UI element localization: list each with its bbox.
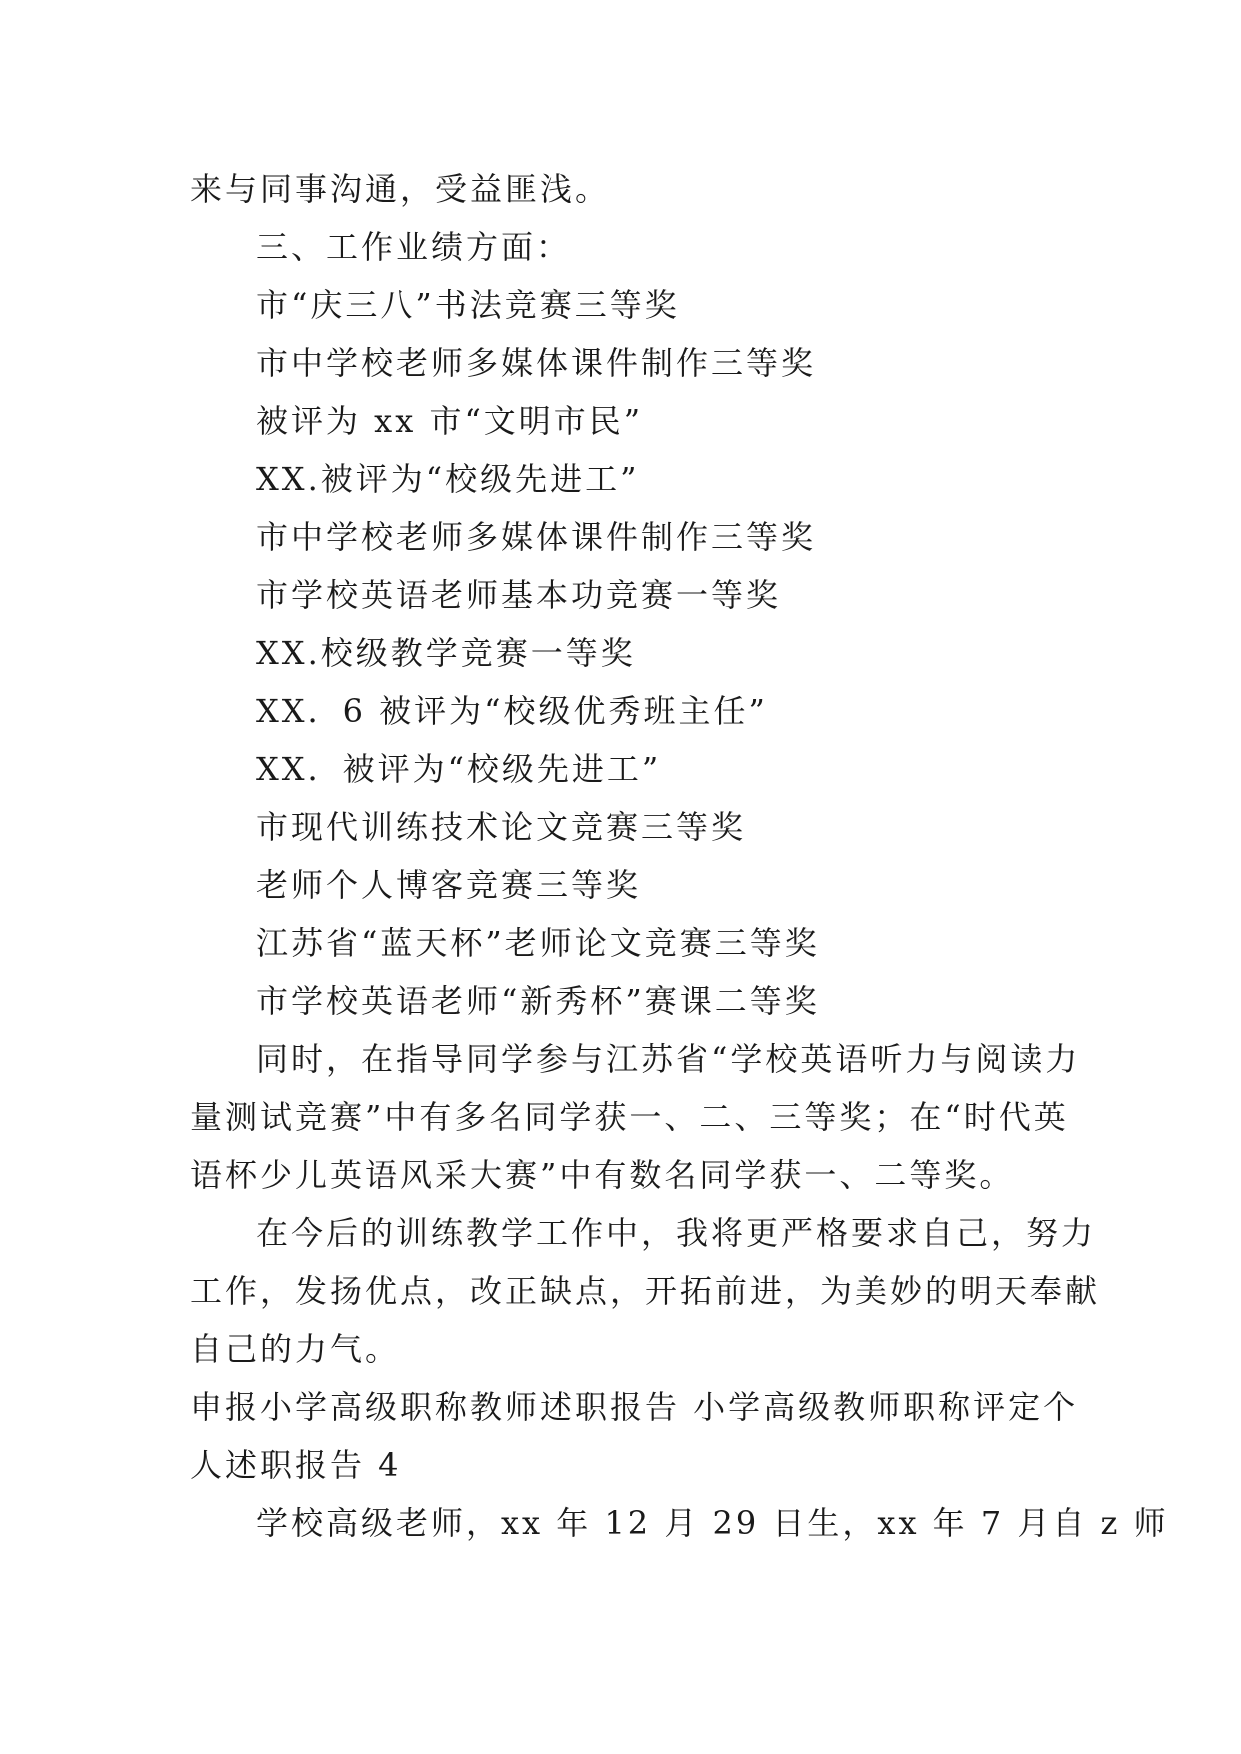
award-item: XX．6 被评为“校级优秀班主任” (256, 692, 768, 730)
intro-tail: 来与同事沟通，受益匪浅。 (190, 170, 611, 208)
document-body (190, 160, 1169, 1552)
award-item: XX.校级教学竞赛一等奖 (256, 634, 636, 672)
next-report-intro: 学校高级老师，xx 年 12 月 29 日生，xx 年 7 月自 z 师 (256, 1504, 1169, 1542)
award-item: 市学校英语老师基本功竞赛一等奖 (256, 576, 782, 614)
award-item: 市中学校老师多媒体课件制作三等奖 (256, 518, 817, 556)
title-line: 申报小学高级职称教师述职报告 小学高级教师职称评定个 (190, 1388, 1079, 1426)
award-item: 市中学校老师多媒体课件制作三等奖 (256, 344, 817, 382)
paragraph-line: 在今后的训练教学工作中，我将更严格要求自己，努力 (256, 1214, 1097, 1252)
award-item: 市学校英语老师“新秀杯”赛课二等奖 (256, 982, 820, 1020)
paragraph-line: 语杯少儿英语风采大赛”中有数名同学获一、二等奖。 (190, 1156, 1015, 1194)
student-guidance-paragraph (190, 1030, 1081, 1204)
paragraph-line: 量测试竞赛”中有多名同学获一、二、三等奖；在“时代英 (190, 1098, 1069, 1136)
award-item: XX．被评为“校级先进工” (256, 750, 662, 788)
future-plan-paragraph (190, 1204, 1101, 1378)
award-item: 市“庆三八”书法竞赛三等奖 (256, 286, 680, 324)
award-item: 被评为 xx 市“文明市民” (256, 402, 644, 440)
paragraph-line: 工作，发扬优点，改正缺点，开拓前进，为美妙的明天奉献 (190, 1272, 1101, 1310)
paragraph-line: 同时，在指导同学参与江苏省“学校英语听力与阅读力 (256, 1040, 1081, 1078)
award-item: XX.被评为“校级先进工” (256, 460, 640, 498)
title-line: 人述职报告 4 (190, 1446, 402, 1484)
award-item: 市现代训练技术论文竞赛三等奖 (256, 808, 747, 846)
awards-list (190, 276, 1050, 1030)
paragraph-line: 自己的力气。 (190, 1330, 401, 1368)
section-heading: 三、工作业绩方面： (256, 228, 572, 266)
award-item: 江苏省“蓝天杯”老师论文竞赛三等奖 (256, 924, 820, 962)
next-report-title (190, 1378, 1079, 1494)
award-item: 老师个人博客竞赛三等奖 (256, 866, 642, 904)
